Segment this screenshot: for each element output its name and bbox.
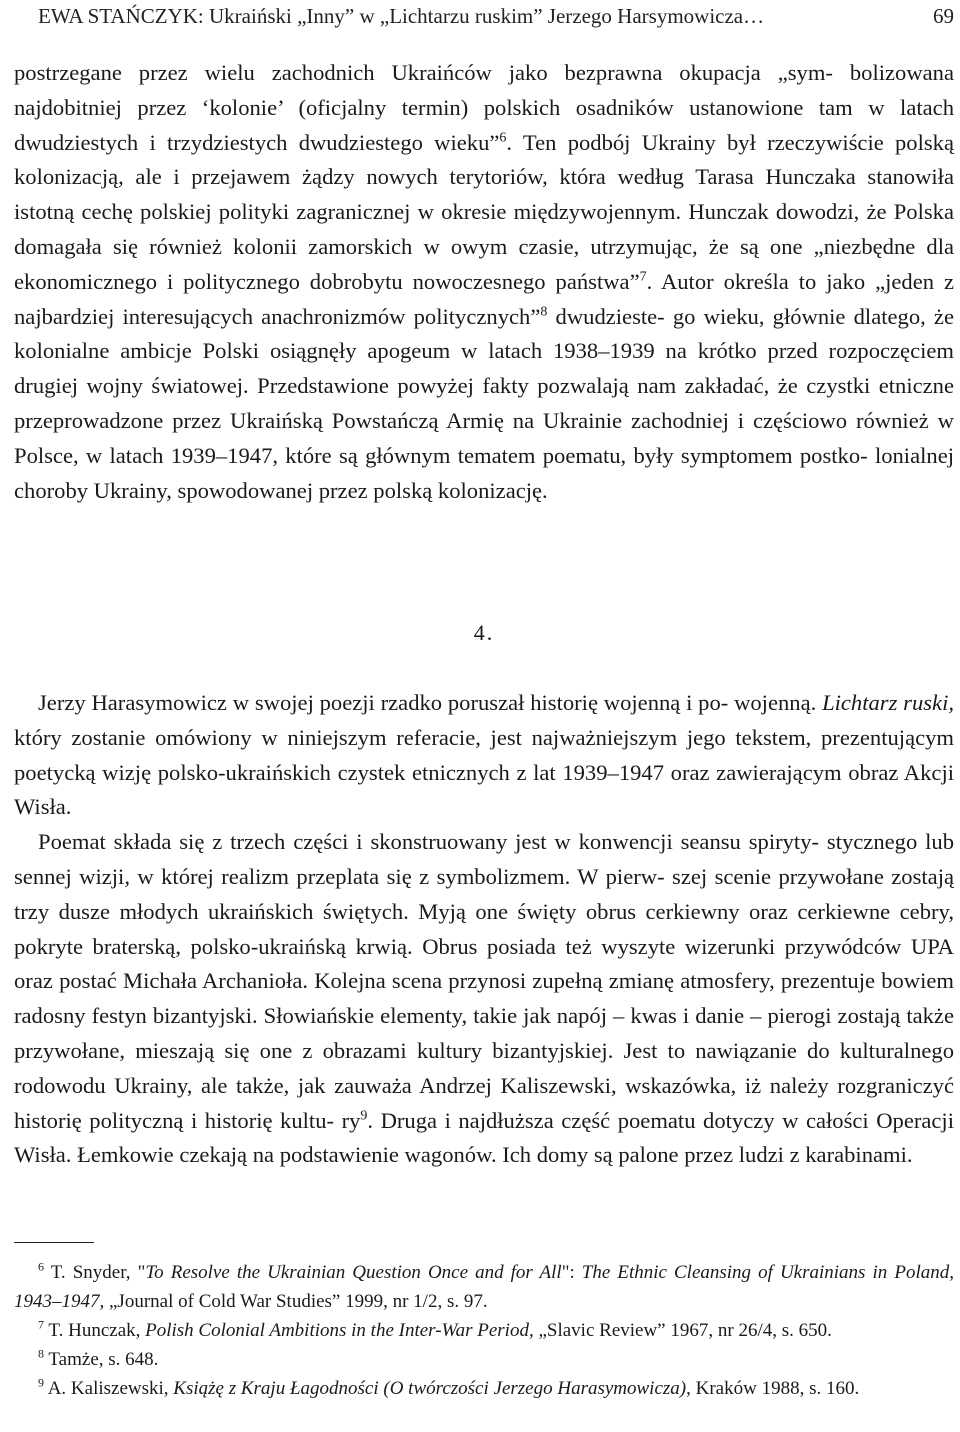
section-body [14,686,954,1173]
paragraph: Jerzy Harasymowicz w swojej poezji rzadko poruszał historię wojenną i po- wojenną. Lichtarz ruski, który zostanie omówiony w niniejszym referacie, jest najważniejszym jego tekstem, prezentującym poetycką wizję polsko-ukraińskich czystek etnicznych z lat 1939–1947 oraz zawierającym obraz Akcji Wisła. [14,690,955,820]
article-title: : Ukraiński „Inny” w „Lichtarzu ruskim” Jerzego Harsymowicza… [197,4,765,28]
footnote: $^6$ T. Snyder, "To Resolve the Ukrainian Question Once and for All": The Ethnic Cleansing of Ukrainians in Poland, 1943–1947, „Journal of Cold War Studies” 1999, nr 1/2, s. 97. [14,1259,954,1312]
footnotes [14,1258,954,1403]
paragraph: Poemat składa się z trzech części i skonstruowany jest w konwencji seansu spiryty- stycznego lub sennej wizji, w której realizm przeplata się z symbolizmem. W pierw- szej scenie przywołane zostają trzy dusze młodych ukraińskich świętych. Myją one święty obrus cerkiewny oraz cerkiewne cebry, pokryte braterską, polsko-ukraińską krwią. Obrus posiada też wyszyte wizerunki przywódców UPA oraz postać Michała Archanioła. Kolejna scena przynosi zupełną zmianę atmosfery, prezentuje bowiem radosny festyn bizantyjski. Słowiańskie elementy, takie jak napój – kwas i danie – pierogi zostają także przywołane, mieszają się one z obrazami kultury bizantyjskiej. Jest to nawiązanie do kulturalnego rodowodu Ukrainy, ale także, jak zauważa Andrzej Kaliszewski, wskazówka, iż należy rozgraniczyć historię polityczną i historię kultu- $ry^9$. Druga i najdłuższa część poematu dotyczy w całości Operacji Wisła. Łemkowie czekają na podstawienie wagonów. Ich domy są palone przez ludzi z karabinami. [14,829,954,1168]
footnote-ref[interactable]: 9 [360,1108,368,1124]
paragraph-continuation: postrzegane przez wielu zachodnich Ukraińców jako bezprawna okupacja „sym- bolizowana najdobitniej przez ‘kolonie’ (oficjalny termin) polskich osadników ustanowione tam w latach dwudziestych i trzydziestych dwudziestego wieku”$^6$. Ten podbój Ukrainy był rzeczywiście polską kolonizacją, ale i przejawem żądzy nowych terytoriów, która według Tarasa Hunczaka stanowiła istotną cechę polskiej polityki zagranicznej w okresie międzywojennym. Hunczak dowodzi, że Polska domagała się również kolonii zamorskich w owym czasie, utrzymując, że są one „niezbędne dla ekonomicznego i politycznego dobrobytu nowoczesnego państwa”$^7$. Autor określa to jako „jeden z najbardziej interesujących anachronizmów politycznych”$^8$ dwudzieste- go wieku, głównie dlatego, że kolonialne ambicje Polski osiągnęły apogeum w latach 1938–1939 na krótko przed rozpoczęciem drugiej wojny światowej. Przedstawione powyżej fakty pozwalają nam zakładać, że czystki etniczne przeprowadzone przez Ukraińską Powstańczą Armię na Ukrainie zachodniej i częściowo również w Polsce, w latach 1939–1947, które są głównym tematem poematu, były symptomem postko- lonialnej choroby Ukrainy, spowodowanej przez polską kolonizację. [14,60,954,503]
section-heading: 4. [473,620,495,645]
footnote-ref[interactable]: 6 [499,130,507,146]
footnote-ref[interactable]: 7 [639,269,647,285]
document-page [14,0,954,1432]
running-title: EWA STAŃCZYK: Ukraiński „Inny” w „Lichtarzu ruskim” Jerzego Harsymowicza… [38,4,765,28]
running-header [38,1,954,31]
footnote-ref[interactable]: 8 [540,304,548,320]
footnote: $^8$ Tamże, s. 648. [38,1346,159,1370]
footnote-separator [14,1242,94,1243]
footnote: $^9$ A. Kaliszewski, Książę z Kraju Łagodności (O twórczości Jerzego Harasymowicza), Kraków 1988, s. 160. [38,1375,860,1399]
footnote: $^7$ T. Hunczak, Polish Colonial Ambitions in the Inter-War Period, „Slavic Review” 1967, nr 26/4, s. 650. [38,1317,832,1341]
page-number: 69 [933,4,954,28]
poem-title: Lichtarz ruski, [822,690,955,715]
